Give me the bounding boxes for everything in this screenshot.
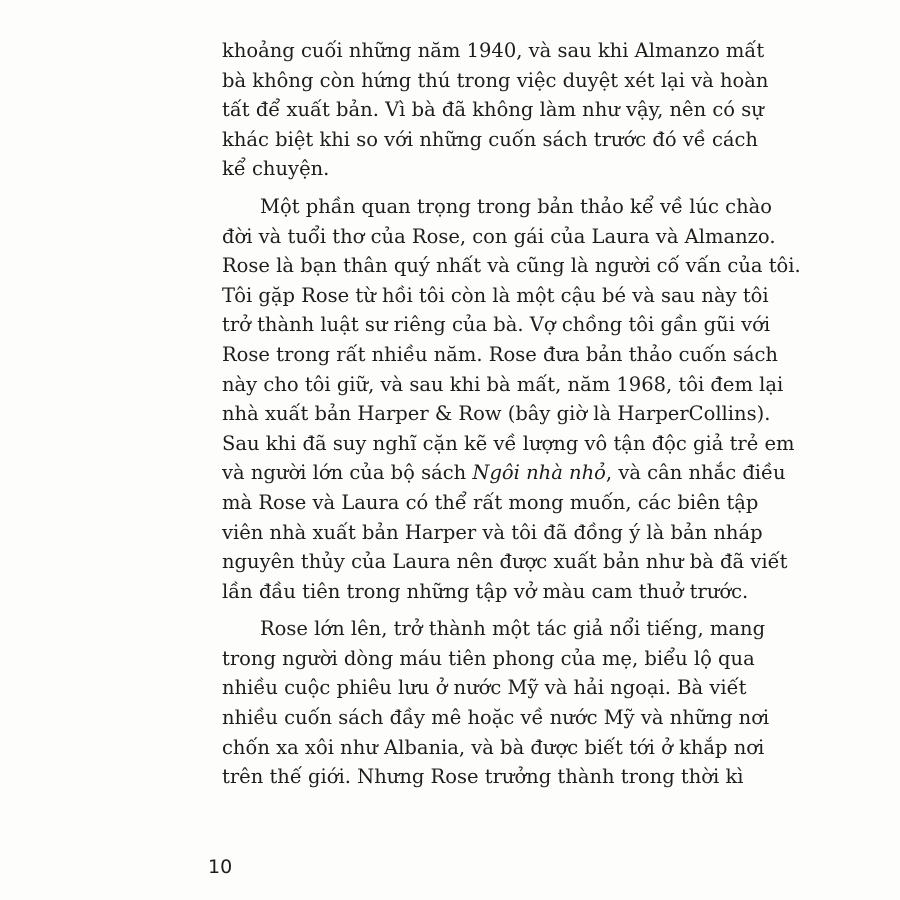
text-segment: và người lớn của bộ sách [222, 461, 473, 485]
text-line: trên thế giới. Nhưng Rose trưởng thành trong thời kì [222, 765, 744, 789]
text-line: đời và tuổi thơ của Rose, con gái của Laura và Almanzo. [222, 224, 776, 248]
text-line: khoảng cuối những năm 1940, và sau khi Almanzo mất [222, 39, 765, 62]
text-line: nhà xuất bản Harper & Row (bây giờ là HarperCollins). [222, 402, 771, 426]
text-line: bà không còn hứng thú trong việc duyệt xét lại và hoàn [222, 68, 769, 92]
text-line: khác biệt khi so với những cuốn sách trước đó về cách [222, 127, 758, 151]
text-line: Rose trong rất nhiều năm. Rose đưa bản thảo cuốn sách [222, 342, 778, 366]
paragraph-2 [222, 192, 801, 606]
text-line: Sau khi đã suy nghĩ cặn kẽ về lượng vô tận độc giả trẻ em [222, 431, 795, 455]
text-line: Rose là bạn thân quý nhất và cũng là người cố vấn của tôi. [222, 254, 801, 278]
text-line: nguyên thủy của Laura nên được xuất bản như bà đã viết [222, 550, 788, 574]
text-line: Một phần quan trọng trong bản thảo kể về lúc chào [260, 194, 772, 218]
page-number: 10 [208, 856, 233, 878]
paragraph-3 [222, 614, 770, 792]
text-line: mà Rose và Laura có thể rất mong muốn, các biên tập [222, 490, 759, 514]
text-line: nhiều cuộc phiêu lưu ở nước Mỹ và hải ngoại. Bà viết [222, 676, 747, 700]
text-line: lần đầu tiên trong những tập vở màu cam thuở trước. [222, 579, 749, 603]
text-line: Tôi gặp Rose từ hồi tôi còn là một cậu bé và sau này tôi [222, 283, 769, 307]
text-line: Rose lớn lên, trở thành một tác giả nổi tiếng, mang [260, 617, 766, 641]
paragraph-1 [222, 36, 769, 184]
book-series-title: Ngôi nhà nhỏ [472, 461, 606, 485]
body-text [222, 36, 801, 792]
text-line-with-title [222, 458, 786, 488]
text-line: nhiều cuốn sách đầy mê hoặc về nước Mỹ và những nơi [222, 706, 770, 730]
text-line: trở thành luật sư riêng của bà. Vợ chồng tôi gần gũi với [222, 313, 771, 337]
text-segment: , và cân nhắc điều [605, 461, 786, 485]
text-line: này cho tôi giữ, và sau khi bà mất, năm 1968, tôi đem lại [222, 372, 784, 396]
text-line: kể chuyện. [222, 157, 330, 181]
text-line: chốn xa xôi như Albania, và bà được biết tới ở khắp nơi [222, 735, 765, 759]
text-line: trong người dòng máu tiên phong của mẹ, biểu lộ qua [222, 646, 755, 670]
text-line: tất để xuất bản. Vì bà đã không làm như vậy, nên có sự [222, 98, 764, 122]
text-line: viên nhà xuất bản Harper và tôi đã đồng ý là bản nháp [222, 520, 763, 544]
